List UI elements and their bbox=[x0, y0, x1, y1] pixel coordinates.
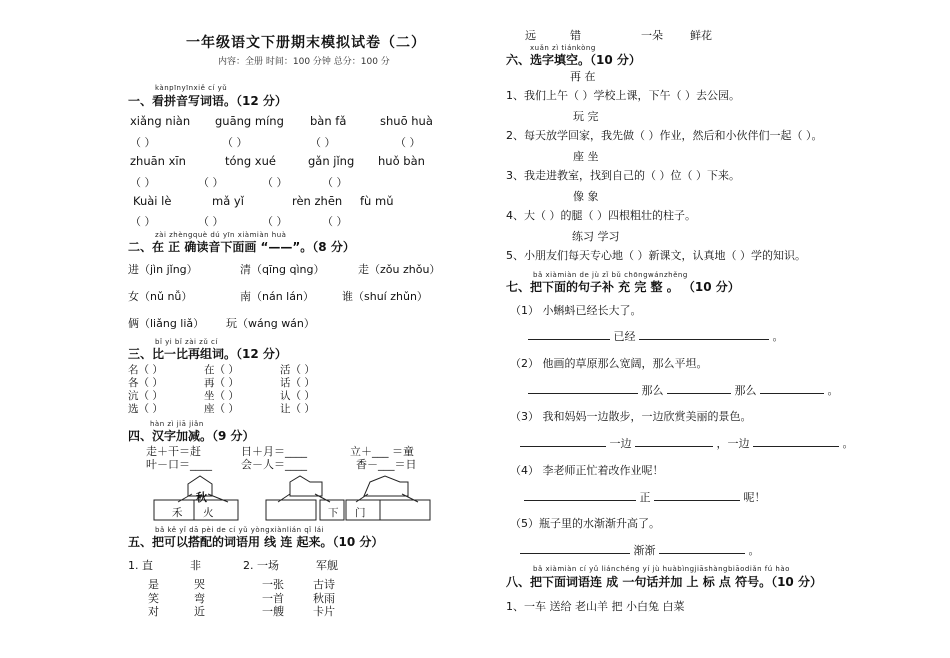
s3-item[interactable]: 座（ ） bbox=[204, 403, 239, 415]
s7-answer-word: ，一边 bbox=[716, 437, 750, 450]
s6-options: 像 象 bbox=[573, 190, 599, 203]
s5-g2-left[interactable]: 一首 bbox=[262, 592, 284, 605]
s3-item[interactable]: 各（ ） bbox=[128, 377, 163, 389]
diagram-1-right-char: 火 bbox=[203, 507, 214, 519]
diagram-2-right-char: 下 bbox=[328, 507, 339, 519]
answer-blank[interactable] bbox=[524, 489, 636, 501]
s1-row1-item: shuō huà bbox=[380, 114, 433, 128]
s5-g2-right[interactable]: 卡片 bbox=[313, 605, 335, 618]
s3-item[interactable]: 坐（ ） bbox=[204, 390, 239, 402]
diagram-1-left-branch bbox=[178, 494, 192, 502]
s7-answer-line[interactable] bbox=[528, 328, 784, 344]
diagram-3-right-branch bbox=[402, 494, 418, 502]
s1-row3-item: Kuài lè bbox=[133, 194, 172, 208]
s5-g2-left[interactable]: 一张 bbox=[262, 578, 284, 591]
section-6-title: 六、选字填空。（10 分） bbox=[506, 53, 641, 67]
s7-question: （4） 李老师正忙着改作业呢！ bbox=[510, 464, 664, 477]
s1-row2-item: huǒ bàn bbox=[378, 154, 425, 168]
answer-paren[interactable]: （ ） bbox=[310, 136, 336, 149]
s6-question[interactable]: 1、我们上午（ ）学校上课，下午（ ）去公园。 bbox=[506, 89, 740, 102]
s7-answer-line[interactable] bbox=[520, 542, 760, 558]
diagram-2-house bbox=[290, 476, 322, 496]
s3-item[interactable]: 话（ ） bbox=[280, 377, 315, 389]
s2-item[interactable]: 俩（liǎng liǎ） bbox=[128, 317, 205, 330]
diagram-3-left-char: 门 bbox=[355, 507, 366, 519]
s4-item[interactable]: 走＋干＝赶 bbox=[146, 445, 201, 458]
s5-g1-left[interactable]: 笑 bbox=[148, 592, 159, 605]
answer-paren[interactable]: （ ） bbox=[322, 176, 348, 189]
s6-top-word: 一朵 bbox=[641, 29, 663, 42]
diagram-3-left-branch bbox=[356, 494, 368, 502]
diagram-2-left-branch bbox=[278, 494, 290, 502]
answer-paren[interactable]: （ ） bbox=[198, 215, 224, 228]
s2-item[interactable]: 南（nán lán） bbox=[240, 290, 314, 303]
s4-item[interactable]: 立＋___ ＝童 bbox=[350, 445, 414, 458]
section-1-title: 一、看拼音写词语。（12 分） bbox=[128, 94, 287, 108]
s3-item[interactable]: 名（ ） bbox=[128, 364, 163, 376]
diagram-3-house bbox=[364, 476, 408, 496]
s4-item[interactable]: 日＋月＝____ bbox=[241, 445, 307, 458]
answer-blank[interactable] bbox=[635, 435, 713, 447]
s2-item[interactable]: 女（nǔ nǚ） bbox=[128, 290, 193, 303]
s6-top-word: 鲜花 bbox=[690, 29, 712, 42]
s6-options: 练习 学习 bbox=[572, 230, 620, 243]
s1-row1-item: bàn fǎ bbox=[310, 114, 347, 128]
s2-item[interactable]: 清（qīng qìng） bbox=[240, 263, 325, 276]
s1-row2-item: gǎn jǐng bbox=[308, 154, 355, 168]
diagram-2-box-left bbox=[266, 500, 316, 520]
answer-blank[interactable] bbox=[654, 489, 740, 501]
s6-question[interactable]: 4、大（ ）的腿（ ）四根粗壮的柱子。 bbox=[506, 209, 696, 222]
answer-blank[interactable] bbox=[639, 328, 769, 340]
section-3-pinyin: bǐ yi bǐ zài zǔ cí bbox=[155, 338, 218, 346]
section-6-pinyin: xuǎn zì tiánkòng bbox=[530, 44, 596, 52]
s7-answer-word: 正 bbox=[639, 491, 651, 504]
s7-answer-word: 一边 bbox=[609, 437, 632, 450]
s6-question[interactable]: 3、我走进教室，找到自己的（ ）位（ ）下来。 bbox=[506, 169, 740, 182]
section-8-title: 八、把下面词语连 成 一句话并加 上 标 点 符号。（10 分） bbox=[506, 575, 822, 589]
s7-question: （2） 他画的草原那么宽阔，那么平坦。 bbox=[510, 357, 708, 370]
s2-item[interactable]: 走（zǒu zhǒu） bbox=[358, 263, 441, 276]
s5-g1-right[interactable]: 弯 bbox=[194, 592, 205, 605]
s1-row2-item: zhuān xīn bbox=[130, 154, 186, 168]
s5-g1-right[interactable]: 近 bbox=[194, 605, 205, 618]
char-diagrams bbox=[150, 474, 440, 526]
section-2-pinyin: zài zhèngquè dú yīn xiàmiàn huà bbox=[155, 231, 287, 239]
s7-answer-line[interactable] bbox=[528, 382, 839, 398]
s5-g2-right[interactable]: 古诗 bbox=[313, 578, 335, 591]
s7-answer-line[interactable] bbox=[520, 435, 854, 451]
s6-question[interactable]: 2、每天放学回家，我先做（ ）作业，然后和小伙伴们一起（ ）。 bbox=[506, 129, 823, 142]
answer-blank[interactable] bbox=[520, 435, 606, 447]
answer-blank[interactable] bbox=[528, 328, 610, 340]
s1-row3-item: fù mǔ bbox=[360, 194, 394, 208]
s3-item[interactable]: 让（ ） bbox=[280, 403, 315, 415]
section-1-pinyin: kànpīnyīnxiě cí yǔ bbox=[155, 84, 228, 92]
section-5-pinyin: bǎ kě yǐ dā pèi de cí yǔ yòngxiànlián qǐ lái bbox=[155, 526, 325, 534]
section-7-pinyin: bǎ xiàmiàn de jù zǐ bǔ chōngwánzhěng bbox=[533, 271, 688, 279]
s6-top-word: 错 bbox=[570, 29, 581, 42]
s7-answer-word: 。 bbox=[842, 437, 854, 450]
section-8-pinyin: bǎ xiàmiàn cí yǔ liánchéng yí jù huàbìngjiāshàngbiāodiǎn fú hào bbox=[533, 565, 790, 573]
answer-blank[interactable] bbox=[528, 382, 638, 394]
section-4-pinyin: hàn zì jiā jiǎn bbox=[150, 420, 204, 428]
s7-answer-word: 。 bbox=[772, 330, 784, 343]
diagram-1-left-char: 禾 bbox=[172, 507, 183, 519]
s5-g1-head: 1. 直 bbox=[128, 559, 153, 572]
page-title: 一年级语文下册期末模拟试卷（二） bbox=[186, 35, 426, 51]
s5-g2-head: 2. 一场 bbox=[243, 559, 279, 572]
answer-blank[interactable] bbox=[520, 542, 630, 554]
answer-paren[interactable]: （ ） bbox=[222, 136, 248, 149]
s6-question[interactable]: 5、小朋友们每天专心地（ ）新课文，认真地（ ）学的知识。 bbox=[506, 249, 806, 262]
section-7-title: 七、把下面的句子补 充 完 整 。 （10 分） bbox=[506, 280, 740, 294]
s6-top-word: 远 bbox=[525, 29, 536, 42]
s7-answer-word: 那么 bbox=[734, 384, 757, 397]
s3-item[interactable]: 认（ ） bbox=[280, 390, 315, 402]
s1-row3-item: mǎ yǐ bbox=[212, 194, 244, 208]
section-4-title: 四、汉字加减。（9 分） bbox=[128, 429, 255, 443]
section-3-title: 三、比一比再组词。（12 分） bbox=[128, 347, 287, 361]
answer-blank[interactable] bbox=[667, 382, 731, 394]
s6-options: 座 坐 bbox=[573, 150, 599, 163]
answer-paren[interactable]: （ ） bbox=[130, 215, 156, 228]
s7-question: （1） 小蝌蚪已经长大了。 bbox=[510, 304, 642, 317]
s7-answer-word: 渐渐 bbox=[633, 544, 656, 557]
s6-options: 再 在 bbox=[570, 70, 596, 83]
s1-row2-item: tóng xué bbox=[225, 154, 276, 168]
diagram-1-top-char: 秋 bbox=[196, 491, 207, 504]
s7-answer-word: 那么 bbox=[641, 384, 664, 397]
s7-question: （5）瓶子里的水渐渐升高了。 bbox=[510, 517, 660, 530]
diagram-3-box-right bbox=[380, 500, 430, 520]
answer-blank[interactable] bbox=[659, 542, 745, 554]
s3-item[interactable]: 选（ ） bbox=[128, 403, 163, 415]
s7-answer-word: 呢！ bbox=[743, 491, 766, 504]
answer-blank[interactable] bbox=[760, 382, 824, 394]
s8-item: 1、一车 送给 老山羊 把 小白兔 白菜 bbox=[506, 600, 685, 613]
s1-row3-item: rèn zhēn bbox=[292, 194, 343, 208]
s7-answer-line[interactable] bbox=[524, 489, 766, 505]
s2-item[interactable]: 玩（wáng wán） bbox=[226, 317, 315, 330]
s6-options: 玩 完 bbox=[573, 110, 599, 123]
answer-paren[interactable]: （ ） bbox=[198, 176, 224, 189]
s5-g1-left[interactable]: 是 bbox=[148, 578, 159, 591]
s5-g2-left[interactable]: 一艘 bbox=[262, 605, 284, 618]
s7-answer-word: 。 bbox=[748, 544, 760, 557]
answer-paren[interactable]: （ ） bbox=[130, 176, 156, 189]
answer-paren[interactable]: （ ） bbox=[322, 215, 348, 228]
answer-paren[interactable]: （ ） bbox=[262, 215, 288, 228]
s2-item[interactable]: 进（jìn jǐng） bbox=[128, 263, 198, 276]
s1-row1-item: xiǎng niàn bbox=[130, 114, 191, 128]
s7-question: （3） 我和妈妈一边散步，一边欣赏美丽的景色。 bbox=[510, 410, 752, 423]
section-5-title: 五、把可以搭配的词语用 线 连 起来。（10 分） bbox=[128, 535, 384, 549]
section-2-title: 二、在 正 确读音下面画 “——”。（8 分） bbox=[128, 240, 355, 254]
s3-item[interactable]: 再（ ） bbox=[204, 377, 239, 389]
s4-item[interactable]: 会－人＝____ bbox=[241, 458, 307, 471]
s5-g1-right[interactable]: 哭 bbox=[194, 578, 205, 591]
answer-paren[interactable]: （ ） bbox=[262, 176, 288, 189]
s7-answer-word: 已经 bbox=[613, 330, 636, 343]
s3-item[interactable]: 活（ ） bbox=[280, 364, 315, 376]
s5-g2-right[interactable]: 秋雨 bbox=[313, 592, 335, 605]
s3-item[interactable]: 在（ ） bbox=[204, 364, 239, 376]
s3-item[interactable]: 沆（ ） bbox=[128, 390, 163, 402]
s2-item[interactable]: 谁（shuí zhǔn） bbox=[342, 290, 428, 303]
s7-answer-word: 。 bbox=[827, 384, 839, 397]
s4-item[interactable]: 叶－口＝____ bbox=[146, 458, 212, 471]
answer-paren[interactable]: （ ） bbox=[130, 136, 156, 149]
s5-g1-head: 非 bbox=[190, 559, 201, 572]
answer-blank[interactable] bbox=[753, 435, 839, 447]
s5-g2-head: 军舰 bbox=[316, 559, 338, 572]
s4-item[interactable]: 香－___＝日 bbox=[356, 458, 417, 471]
diagram-1-right-branch bbox=[208, 494, 228, 502]
answer-paren[interactable]: （ ） bbox=[395, 136, 421, 149]
s1-row1-item: guāng míng bbox=[215, 114, 284, 128]
page-subtitle: 内容：全册 时间：100 分钟 总分：100 分 bbox=[218, 57, 390, 67]
s5-g1-left[interactable]: 对 bbox=[148, 605, 159, 618]
